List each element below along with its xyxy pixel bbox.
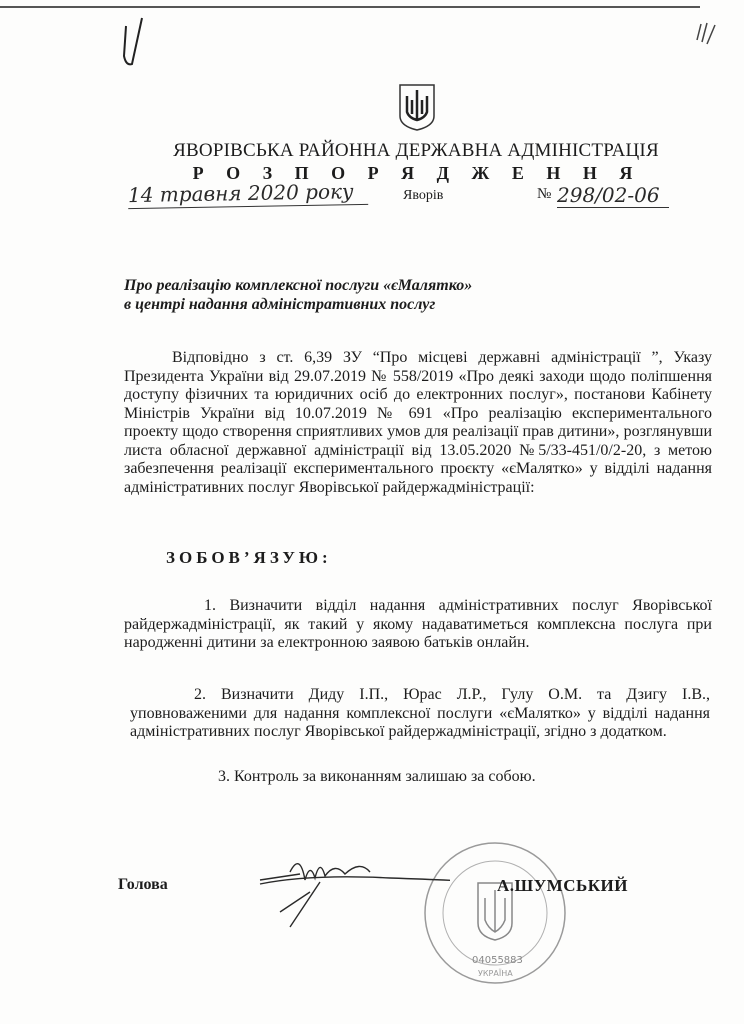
- document-place: Яворів: [403, 188, 444, 203]
- document-type: Р О З П О Р Я Д Ж Е Н Н Я: [192, 163, 642, 183]
- signature-title: Голова: [118, 876, 168, 893]
- document-date: 14 травня 2020 року: [128, 178, 368, 209]
- subject-line-1: Про реалізацію комплексної послуги «єМалятко»: [124, 277, 473, 294]
- order-item-1: 1. Визначити відділ надання адміністративних послуг Яворівської райдержадміністрації, як такий у якому надаватиметься комплексна послуга при народженні дитини за електронною заявою батьків онлайн.: [124, 597, 712, 651]
- order-heading: ЗОБОВ’ЯЗУЮ:: [166, 548, 332, 567]
- order-item-2: 2. Визначити Диду І.П., Юрас Л.Р., Гулу О.М. та Дзигу І.В., уповноваженими для надання комплексної послуги «єМалятко» у відділі надання адміністративних послуг Яворівської райдержадміністрації, згідно з додатком.: [130, 686, 710, 740]
- stamp-country: УКРАЇНА: [478, 969, 513, 978]
- handwritten-signature: [250, 852, 450, 932]
- handwritten-marks-icon: [695, 20, 725, 50]
- order-item-3: 3. Контроль за виконанням залишаю за собою.: [218, 768, 536, 785]
- organization-name: ЯВОРІВСЬКА РАЙОННА ДЕРЖАВНА АДМІНІСТРАЦІЯ: [173, 140, 659, 161]
- stamp-code: 04055883: [472, 955, 523, 966]
- number-sign: №: [537, 186, 552, 202]
- signer-name: А.ШУМСЬКИЙ: [497, 876, 629, 895]
- document-number: 298/02-06: [557, 183, 669, 208]
- coat-of-arms-icon: [397, 82, 437, 132]
- document-subject: [124, 276, 472, 314]
- paperclip-icon: [112, 8, 146, 68]
- subject-line-2: в центрі надання адміністративних послуг: [124, 296, 436, 313]
- scan-top-edge: [0, 6, 700, 8]
- preamble-paragraph: Відповідно з ст. 6,39 ЗУ “Про місцеві державні адміністрації ”, Указу Президента України від 29.07.2019 № 558/2019 «Про деякі заходи щодо поліпшення доступу фізичних та юридичних осіб до електронних послуг», постанови Кабінету Міністрів України від 10.07.2019 № 691 «Про реалізацію експериментального проекту щодо створення сприятливих умов для реалізації прав дитини», розглянувши листа обласної державної адміністрації від 13.05.2020 №5/33-451/0/2-20, з метою забезпечення реалізації експериментального проєкту «єМалятко» у відділі надання адміністративних послуг Яворівської райдержадміністрації:: [124, 349, 712, 496]
